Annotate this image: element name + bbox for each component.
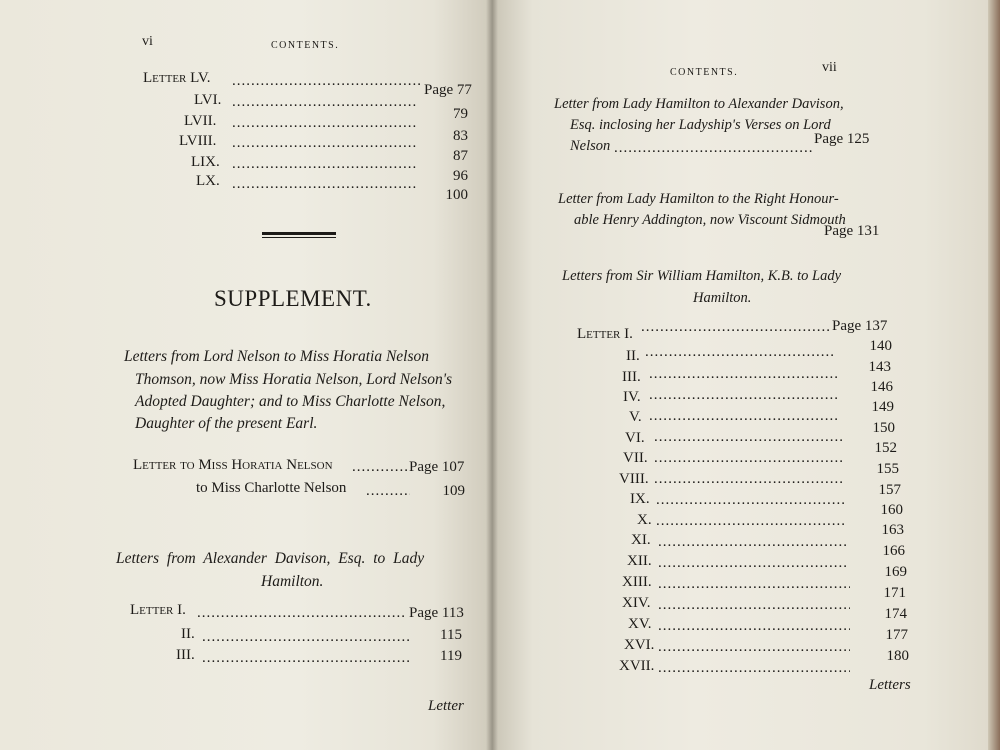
toc-entry-label: LX.	[196, 173, 220, 189]
toc-entry-page: 177	[885, 627, 908, 643]
toc-entry-page: 152	[874, 440, 897, 456]
toc-entry-label: II.	[626, 348, 640, 364]
toc-entry-label: III.	[176, 647, 195, 663]
dot-leader	[197, 603, 407, 623]
left-folio: vi	[142, 34, 153, 49]
dot-leader	[654, 427, 844, 447]
toc-entry-page: Page 113	[409, 605, 464, 621]
dot-leader	[232, 71, 422, 91]
right-page	[492, 0, 1000, 750]
toc-entry-page: 96	[453, 168, 468, 184]
toc-entry-page: 143	[868, 359, 891, 375]
dot-leader	[232, 133, 417, 153]
toc-entry-label: IX.	[630, 491, 650, 507]
toc-entry-page: 157	[878, 482, 901, 498]
toc-entry-label: LVIII.	[179, 133, 217, 149]
entry-text-line: Nelson	[570, 138, 611, 154]
toc-entry-page: 160	[880, 502, 903, 518]
toc-entry-label: XV.	[628, 616, 652, 632]
left-running-head: CONTENTS.	[271, 40, 340, 51]
section-heading-line: Hamilton.	[261, 573, 324, 590]
section-heading-line: Letters from Sir William Hamilton, K.B. to Lady	[562, 268, 842, 284]
toc-entry-label: Letter LV.	[143, 70, 211, 86]
dot-leader	[202, 648, 410, 668]
dot-leader	[654, 448, 844, 468]
toc-entry-page: 150	[872, 420, 895, 436]
toc-entry-page: Page 107	[409, 459, 465, 475]
toc-entry-label: XI.	[631, 532, 651, 548]
left-page	[0, 0, 492, 750]
toc-entry-label: Letter to Miss Horatia Nelson	[133, 457, 333, 473]
toc-entry-label: LIX.	[191, 154, 220, 170]
toc-entry-label: Letter I.	[130, 602, 186, 618]
entry-text-line: Letter from Lady Hamilton to Alexander Davison,	[554, 96, 844, 112]
toc-entry-page: 180	[886, 648, 909, 664]
toc-entry-page: Page 77	[424, 82, 472, 98]
catchword: Letter	[428, 698, 464, 714]
dot-leader	[232, 92, 417, 112]
toc-entry-label: III.	[622, 369, 641, 385]
section-heading-line: Adopted Daughter; and to Miss Charlotte Nelson,	[135, 393, 446, 410]
section-rule-thin	[262, 237, 336, 238]
book-gutter	[486, 0, 498, 750]
toc-entry-label: VI.	[625, 430, 645, 446]
toc-entry-label: LVII.	[184, 113, 217, 129]
dot-leader	[645, 342, 835, 362]
section-heading-line: Daughter of the present Earl.	[135, 415, 318, 432]
dot-leader	[658, 574, 850, 594]
toc-entry-page: 171	[883, 585, 906, 601]
toc-entry-page: 163	[881, 522, 904, 538]
toc-entry-page: Page 125	[814, 131, 870, 147]
toc-entry-page: 100	[445, 187, 468, 203]
dot-leader	[658, 553, 848, 573]
section-heading-line: Letters from Lord Nelson to Miss Horatia Nelson	[124, 348, 430, 365]
dot-leader	[649, 406, 839, 426]
toc-entry-label: XVI.	[624, 637, 655, 653]
dot-leader	[641, 317, 831, 337]
toc-entry-label: Letter I.	[577, 326, 633, 342]
dot-leader	[202, 627, 410, 647]
toc-entry-page: 119	[440, 648, 462, 664]
toc-entry-label: X.	[637, 512, 652, 528]
dot-leader	[658, 595, 850, 615]
toc-entry-page: 79	[453, 106, 468, 122]
toc-entry-label: V.	[629, 409, 642, 425]
dot-leader	[352, 457, 408, 477]
dot-leader	[649, 364, 839, 384]
toc-entry-page: 155	[876, 461, 899, 477]
toc-entry-page: 169	[884, 564, 907, 580]
section-rule	[262, 232, 336, 235]
catchword: Letters	[869, 677, 911, 693]
toc-entry-page: 87	[453, 148, 468, 164]
toc-entry-page: 149	[871, 399, 894, 415]
dot-leader	[232, 174, 417, 194]
toc-entry-label: LVI.	[194, 92, 222, 108]
toc-entry-label: to Miss Charlotte Nelson	[196, 480, 347, 496]
dot-leader	[658, 637, 850, 657]
section-heading-line: Thomson, now Miss Horatia Nelson, Lord Nelson's	[135, 371, 453, 388]
dot-leader	[366, 481, 410, 501]
dot-leader	[232, 113, 417, 133]
toc-entry-page: 109	[442, 483, 465, 499]
toc-entry-page: Page 131	[824, 223, 880, 239]
toc-entry-label: XIII.	[622, 574, 652, 590]
toc-entry-page: 174	[884, 606, 907, 622]
book-edge	[988, 0, 1000, 750]
entry-text-line: Letter from Lady Hamilton to the Right Honour-	[558, 191, 839, 207]
supplement-title: SUPPLEMENT.	[214, 286, 372, 311]
toc-entry-page: Page 137	[832, 318, 888, 334]
dot-leader	[232, 154, 417, 174]
section-heading-line: Hamilton.	[693, 290, 752, 306]
toc-entry-label: II.	[181, 626, 195, 642]
dot-leader	[658, 616, 850, 636]
toc-entry-page: 146	[870, 379, 893, 395]
dot-leader	[649, 385, 839, 405]
toc-entry-label: XIV.	[622, 595, 651, 611]
toc-entry-page: 115	[440, 627, 462, 643]
toc-entry-page: 83	[453, 128, 468, 144]
dot-leader	[614, 138, 814, 158]
dot-leader	[658, 532, 848, 552]
dot-leader	[654, 469, 844, 489]
entry-text-line: Esq. inclosing her Ladyship's Verses on Lord	[570, 117, 831, 133]
right-running-head: CONTENTS.	[670, 67, 739, 78]
toc-entry-page: 166	[882, 543, 905, 559]
toc-entry-label: XII.	[627, 553, 652, 569]
section-heading-line: Letters from Alexander Davison, Esq. to Lady	[116, 550, 425, 567]
toc-entry-label: VII.	[623, 450, 648, 466]
right-folio: vii	[822, 60, 837, 75]
entry-text-line: able Henry Addington, now Viscount Sidmouth	[574, 212, 846, 228]
dot-leader	[656, 511, 846, 531]
toc-entry-label: VIII.	[619, 471, 649, 487]
toc-entry-label: IV.	[623, 389, 641, 405]
dot-leader	[656, 490, 846, 510]
dot-leader	[658, 658, 850, 678]
toc-entry-label: XVII.	[619, 658, 655, 674]
toc-entry-page: 140	[869, 338, 892, 354]
